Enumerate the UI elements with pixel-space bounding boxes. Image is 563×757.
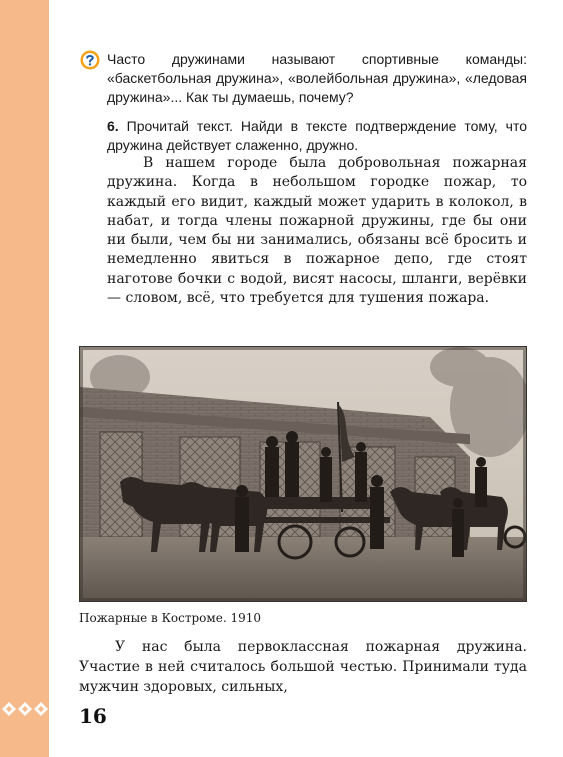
page-number: 16 [79, 704, 107, 728]
task-block [107, 117, 527, 155]
task-number: 6. [107, 118, 119, 134]
firefighters-photo-illustration [80, 347, 526, 601]
diamond-ornament [2, 700, 48, 718]
historical-photo [79, 346, 527, 602]
question-icon [80, 50, 100, 70]
question-text: Часто дружинами называют спортивные команды: «баскетбольная дружина», «волейбольная дружина», «ледовая дружина»... Как ты думаешь, почему? [107, 51, 527, 105]
story-paragraph-2: У нас была первоклассная пожарная дружина. Участие в ней считалось большой честью. Принимали туда мужчин здоровых, сильных, [79, 639, 527, 695]
margin-band [0, 0, 49, 757]
task-text: Прочитай текст. Найди в тексте подтверждение тому, что дружина действует слаженно, дружно. [107, 118, 527, 153]
story-paragraph-1: В нашем городе была добровольная пожарная дружина. Когда в небольшом городке пожар, то каждый его видит, каждый может ударить в колокол, в набат, и тогда члены пожарной дружины, где бы они ни были, чем бы ни занимались, обязаны всё бросить и немедленно явиться в пожарное депо, где стоят наготове бочки с водой, висят насосы, шланги, верёвки — словом, всё, что требуется для тушения пожара. [107, 155, 527, 307]
photo-caption: Пожарные в Костроме. 1910 [79, 611, 261, 625]
